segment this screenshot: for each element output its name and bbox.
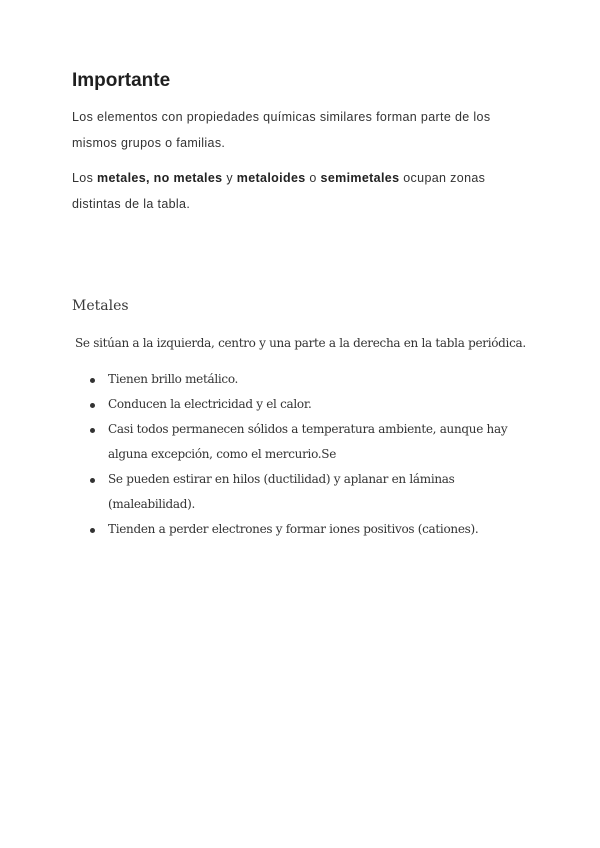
text-run: Los <box>72 171 98 185</box>
bold-term-semimetales: semimetales <box>320 171 400 185</box>
list-item: Casi todos permanecen sólidos a temperatura ambiente, aunque hay alguna excepción, como el mercurio.Se <box>90 417 530 467</box>
paragraph-ubicacion-metales: Se sitúan a la izquierda, centro y una parte a la derecha en la tabla periódica. <box>75 336 526 350</box>
list-item: Se pueden estirar en hilos (ductilidad) y aplanar en láminas (maleabilidad). <box>90 467 530 517</box>
section-heading-importante: Importante <box>72 70 171 91</box>
paragraph-grupos-familias: Los elementos con propiedades químicas similares forman parte de los mismos grupos o familias. <box>72 110 491 150</box>
bold-term-metaloides: metaloides <box>236 171 306 185</box>
paragraph-zonas-tabla <box>72 165 532 217</box>
list-item: Tienden a perder electrones y formar iones positivos (cationes). <box>90 517 530 542</box>
list-item: Conducen la electricidad y el calor. <box>90 392 530 417</box>
metales-properties-list <box>90 367 530 542</box>
bold-term-metales-no-metales: metales, no metales <box>97 171 223 185</box>
section-heading-metales: Metales <box>72 298 129 314</box>
text-run: y <box>222 171 237 185</box>
list-item: Tienen brillo metálico. <box>90 367 530 392</box>
text-run: o <box>305 171 321 185</box>
text-run: ocupan zonas distintas de la tabla. <box>72 171 486 211</box>
